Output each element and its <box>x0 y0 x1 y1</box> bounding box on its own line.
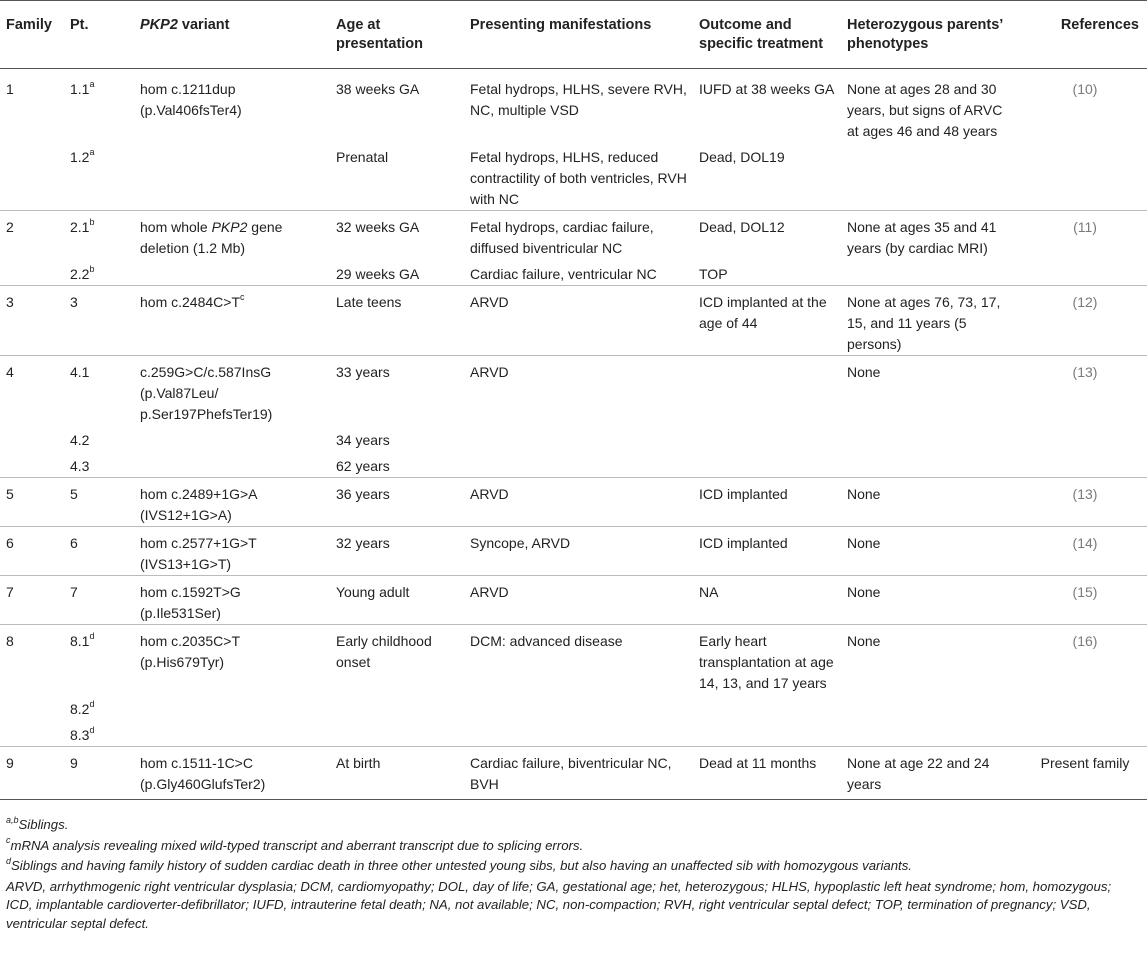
table-row <box>0 211 1147 260</box>
cell-pt <box>64 527 134 576</box>
patient-id: 4.2 <box>70 432 90 448</box>
footnote-abbreviations: ARVD, arrhythmogenic right ventricular dysplasia; DCM, cardiomyopathy; DOL, day of life; GA, gestational age; het, heterozygous; HLHS, hypoplastic left heat syndrome; hom, homozygous; ICD, implantable cardioverter-defibrillator; IUFD, intrauterine fetal death; NA, not available; NC, non-compaction; RVH, right ventricular septal defect; TOP, termination of pregnancy; VSD, ventricular septal defect. <box>6 878 1112 931</box>
sibling-marker: d <box>89 631 95 642</box>
patient-id: 5 <box>70 486 78 502</box>
cell-reference <box>1023 720 1147 747</box>
cell-age: 32 weeks GA <box>330 211 464 260</box>
cell-pt <box>64 451 134 478</box>
header-variant <box>134 1 330 69</box>
cell-outcome: IUFD at 38 weeks GA <box>699 81 835 97</box>
table-row <box>0 356 1147 426</box>
cell-pt <box>64 694 134 720</box>
reference-link: Present family <box>1040 755 1130 771</box>
cell-outcome: ICD implanted at the age of 44 <box>693 286 841 356</box>
cell-reference <box>1023 69 1147 143</box>
table-row <box>0 286 1147 356</box>
cell-reference <box>1023 576 1147 625</box>
cell-pt <box>64 69 134 143</box>
header-family: Family <box>0 1 64 69</box>
cell-reference <box>1023 356 1147 426</box>
patient-id: 3 <box>70 294 78 310</box>
header-variant-label: variant <box>177 17 230 33</box>
table-body <box>0 69 1147 800</box>
cell-variant: hom c.2577+1G>T (IVS13+1G>T) <box>134 527 330 576</box>
patient-id: 4.3 <box>70 458 90 474</box>
cell-reference <box>1023 142 1147 211</box>
cell-pt <box>64 625 134 695</box>
cell-variant: hom c.2489+1G>A (IVS12+1G>A) <box>134 478 330 527</box>
cell-variant <box>134 694 330 720</box>
patient-id: 1.2 <box>70 149 90 165</box>
cell-outcome <box>693 356 841 426</box>
header-references: References <box>1023 1 1147 69</box>
header-variant-gene: PKP2 <box>140 17 178 33</box>
footnote-d: $^d$Siblings and having family history of sudden cardiac death in three other untested young sibs, but also having an unaffected sib with homozygous variants. <box>6 855 912 873</box>
cell-variant <box>134 211 330 260</box>
cell-variant: hom c.1211dup (p.Val406fsTer4) <box>140 81 242 118</box>
cell-outcome: Dead at 11 months <box>693 747 841 800</box>
cell-age: 36 years <box>330 478 464 527</box>
cell-manifestations: ARVD <box>464 356 693 426</box>
cell-age: Young adult <box>330 576 464 625</box>
cell-parents <box>841 694 1023 720</box>
table-row <box>0 625 1147 695</box>
cell-family: 5 <box>0 478 64 527</box>
cell-variant: hom c.1592T>G (p.Ile531Ser) <box>134 576 330 625</box>
cell-reference <box>1023 286 1147 356</box>
cell-parents <box>841 142 1023 211</box>
cell-outcome: ICD implanted <box>693 478 841 527</box>
cell-pt <box>64 747 134 800</box>
cell-reference <box>1023 451 1147 478</box>
patient-id: 2.2 <box>70 266 90 282</box>
cell-reference <box>1023 259 1147 286</box>
cell-family <box>0 720 64 747</box>
cell-manifestations: Fetal hydrops, cardiac failure, diffused biventricular NC <box>464 211 693 260</box>
cell-manifestations <box>464 694 693 720</box>
cell-pt <box>64 142 134 211</box>
cell-age <box>330 720 464 747</box>
cell-variant <box>134 425 330 451</box>
table-row <box>0 747 1147 800</box>
cell-family <box>0 142 64 211</box>
patient-id: 7 <box>70 584 78 600</box>
table-row <box>0 142 1147 211</box>
cell-parents: None at age 22 and 24 years <box>841 747 1023 800</box>
footnote-c: $^c$mRNA analysis revealing mixed wild-typed transcript and aberrant transcript due to splicing errors. <box>6 835 584 853</box>
reference-link[interactable]: (13) <box>1072 364 1098 380</box>
footnote-marker: c <box>240 292 245 303</box>
cell-parents: None <box>841 576 1023 625</box>
cell-family <box>0 451 64 478</box>
cell-outcome: ICD implanted <box>693 527 841 576</box>
cell-family: 2 <box>0 211 64 260</box>
cell-outcome: TOP <box>699 266 728 282</box>
cell-family: 7 <box>0 576 64 625</box>
cell-variant: c.259G>C/c.587InsG (p.Val87Leu/ p.Ser197PhefsTer19) <box>134 356 330 426</box>
reference-link[interactable]: (15) <box>1072 584 1098 600</box>
sibling-marker: a <box>89 79 95 90</box>
cell-manifestations: DCM: advanced disease <box>464 625 693 695</box>
cell-pt <box>64 576 134 625</box>
cell-manifestations: Cardiac failure, ventricular NC <box>470 266 657 282</box>
table-row <box>0 259 1147 286</box>
cell-age <box>330 694 464 720</box>
reference-link[interactable]: (14) <box>1072 535 1098 551</box>
cell-parents <box>841 451 1023 478</box>
header-parents: Heterozygous parents’ phenotypes <box>841 1 1023 69</box>
cell-family: 9 <box>0 747 64 800</box>
cell-family: 4 <box>0 356 64 426</box>
table-row <box>0 720 1147 747</box>
cell-variant: hom c.2035C>T (p.His679Tyr) <box>134 625 330 695</box>
reference-link[interactable]: (13) <box>1072 486 1098 502</box>
cell-reference <box>1023 211 1147 260</box>
patient-id: 8.3 <box>70 727 90 743</box>
cell-age: Early childhood onset <box>330 625 464 695</box>
cell-family <box>0 694 64 720</box>
cell-parents: None at ages 28 and 30 years, but signs of ARVC at ages 46 and 48 years <box>847 81 1003 139</box>
cell-manifestations <box>464 425 693 451</box>
sibling-marker: d <box>89 725 95 736</box>
cell-pt <box>64 720 134 747</box>
cell-age: Prenatal <box>336 149 389 165</box>
cell-manifestations: ARVD <box>464 478 693 527</box>
table-footnotes <box>0 800 1147 933</box>
gene-name: PKP2 <box>211 219 248 235</box>
table-row <box>0 478 1147 527</box>
variant-text: hom c.2484C>T <box>140 294 240 310</box>
reference-link[interactable]: (11) <box>1073 219 1097 235</box>
cell-reference <box>1023 747 1147 800</box>
cell-parents <box>841 720 1023 747</box>
cell-pt <box>64 211 134 260</box>
header-manifestations: Presenting manifestations <box>464 1 693 69</box>
cell-reference <box>1023 425 1147 451</box>
cell-manifestations <box>464 720 693 747</box>
cell-family: 6 <box>0 527 64 576</box>
cell-age: Late teens <box>330 286 464 356</box>
table-row <box>0 425 1147 451</box>
cell-age: 32 years <box>330 527 464 576</box>
variant-text: gene deletion (1.2 Mb) <box>140 219 283 256</box>
patient-id: 2.1 <box>70 219 90 235</box>
cell-family: 1 <box>6 81 14 97</box>
cell-family <box>0 259 64 286</box>
cell-family: 8 <box>0 625 64 695</box>
patient-id: 4.1 <box>70 364 90 380</box>
cell-manifestations: Syncope, ARVD <box>464 527 693 576</box>
cell-outcome: NA <box>693 576 841 625</box>
cell-variant <box>134 142 330 211</box>
cell-reference <box>1023 527 1147 576</box>
cell-manifestations: ARVD <box>464 576 693 625</box>
reference-link[interactable]: (12) <box>1072 294 1098 310</box>
cell-parents <box>841 259 1023 286</box>
cell-age: 34 years <box>336 432 390 448</box>
cell-variant <box>134 720 330 747</box>
patient-id: 8.1 <box>70 633 90 649</box>
cell-family <box>0 425 64 451</box>
cell-parents: None <box>841 356 1023 426</box>
cell-age: 38 weeks GA <box>336 81 420 97</box>
reference-link[interactable]: (10) <box>1072 81 1098 97</box>
cell-variant <box>134 451 330 478</box>
header-outcome: Outcome and specific treatment <box>693 1 841 69</box>
cell-parents <box>841 425 1023 451</box>
patient-id: 8.2 <box>70 701 90 717</box>
cell-age: 29 weeks GA <box>336 266 420 282</box>
sibling-marker: b <box>89 264 95 275</box>
cell-outcome <box>693 720 841 747</box>
footnote-ab: $^{a,b}$Siblings. <box>6 814 69 832</box>
table-row <box>0 527 1147 576</box>
sibling-marker: b <box>89 217 95 228</box>
cell-parents: None at ages 76, 73, 17, 15, and 11 years (5 persons) <box>841 286 1023 356</box>
cell-reference <box>1023 625 1147 695</box>
cell-manifestations: ARVD <box>464 286 693 356</box>
cell-reference <box>1023 694 1147 720</box>
cell-manifestations: Fetal hydrops, HLHS, reduced contractility of both ventricles, RVH with NC <box>470 149 687 207</box>
sibling-marker: d <box>89 699 95 710</box>
cell-variant <box>134 286 330 356</box>
cell-reference <box>1023 478 1147 527</box>
table-header-row <box>0 1 1147 69</box>
table-row <box>0 69 1147 143</box>
patient-id: 6 <box>70 535 78 551</box>
sibling-marker: a <box>89 147 95 158</box>
cell-outcome <box>693 451 841 478</box>
table-row <box>0 451 1147 478</box>
cell-pt <box>64 286 134 356</box>
table-row <box>0 694 1147 720</box>
cell-parents: None <box>841 478 1023 527</box>
patient-id: 1.1 <box>70 81 90 97</box>
cell-pt <box>64 425 134 451</box>
cell-family: 3 <box>0 286 64 356</box>
cell-age: At birth <box>330 747 464 800</box>
header-age: Age at presentation <box>330 1 464 69</box>
patient-id: 9 <box>70 755 78 771</box>
cell-manifestations: Cardiac failure, biventricular NC, BVH <box>464 747 693 800</box>
cell-pt <box>64 259 134 286</box>
table-row <box>0 576 1147 625</box>
cell-outcome <box>693 425 841 451</box>
cell-outcome <box>693 694 841 720</box>
cell-age: 33 years <box>330 356 464 426</box>
cell-variant <box>134 259 330 286</box>
header-pt: Pt. <box>64 1 134 69</box>
cell-outcome: Dead, DOL19 <box>699 149 785 165</box>
cell-manifestations: Fetal hydrops, HLHS, severe RVH, NC, multiple VSD <box>470 81 687 118</box>
cell-pt <box>64 356 134 426</box>
cell-manifestations <box>464 451 693 478</box>
reference-link[interactable]: (16) <box>1072 633 1098 649</box>
cell-parents: None <box>841 527 1023 576</box>
cell-age: 62 years <box>336 458 390 474</box>
cell-parents: None at ages 35 and 41 years (by cardiac MRI) <box>841 211 1023 260</box>
variant-text: hom whole <box>140 219 212 235</box>
cell-parents: None <box>841 625 1023 695</box>
cell-pt <box>64 478 134 527</box>
cell-variant: hom c.1511-1C>C (p.Gly460GlufsTer2) <box>134 747 330 800</box>
cell-outcome: Dead, DOL12 <box>693 211 841 260</box>
cell-outcome: Early heart transplantation at age 14, 13, and 17 years <box>693 625 841 695</box>
